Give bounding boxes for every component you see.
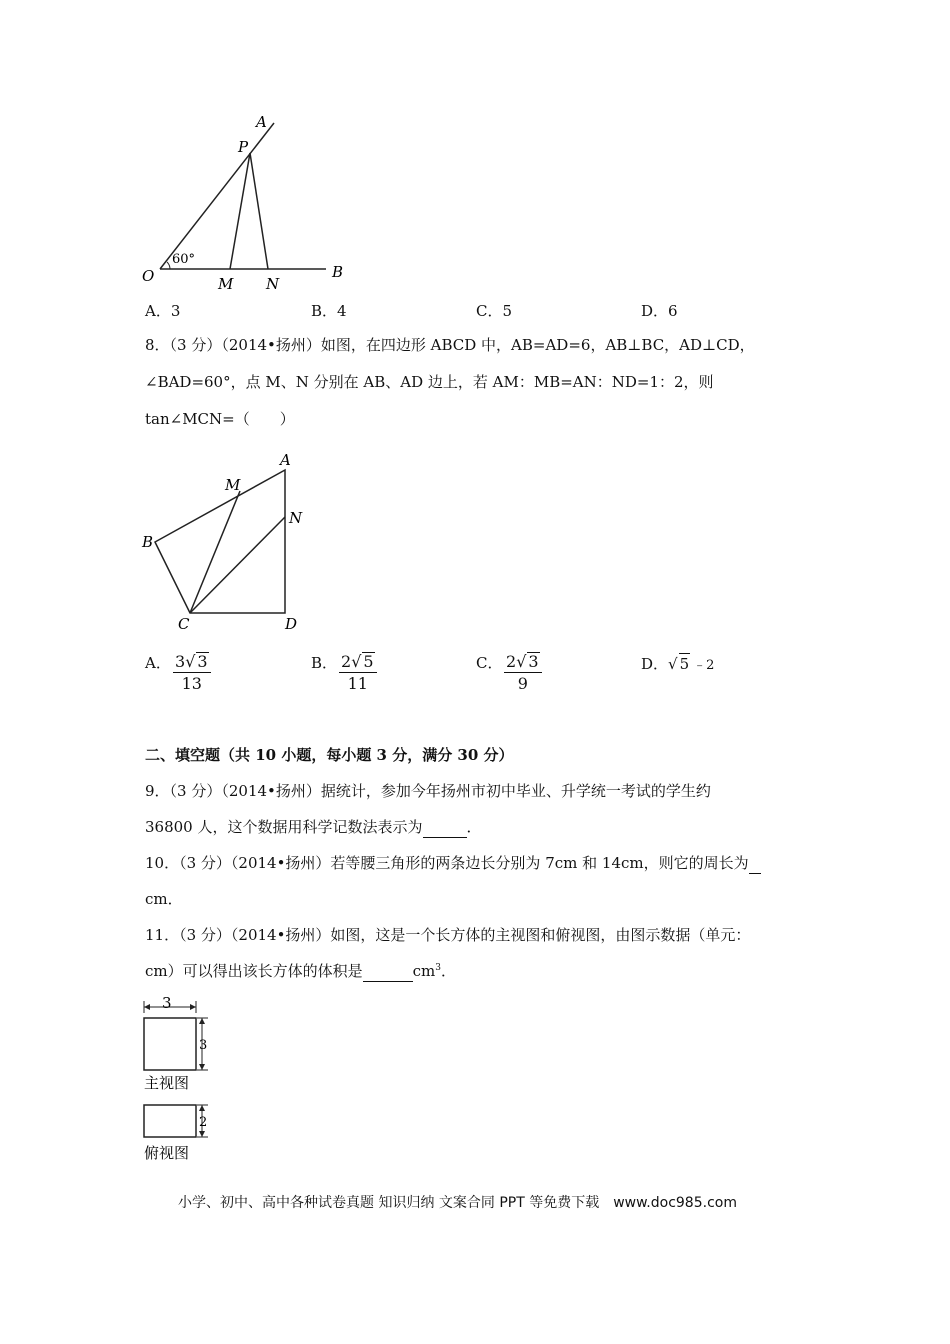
angle-label: 60° [172,252,196,267]
q8-option-d: D．√ 5 ﹣2 [641,655,715,673]
segment-cn [190,517,285,613]
q8-option-b-fraction: $\frac{2√ 5}{11}$ [339,652,377,693]
q7-option-b: B．4 [311,302,347,320]
q11-figure [138,996,238,1168]
q11-answer-blank[interactable] [363,961,413,982]
q8-option-c-letter: C． [476,654,503,672]
q8-option-a-fraction: $\frac{3√ 3}{13}$ [173,652,211,693]
q11-text-line1: 11．（3 分）（2014•扬州）如图，这是一个长方体的主视图和俯视图，由图示数据（单元： [145,926,751,944]
q7-option-d: D．6 [641,302,678,320]
front-height-label: 3 [199,1038,208,1053]
section-title-fill-in: 二、填空题（共 10 小题，每小题 3 分，满分 30 分） [145,746,514,764]
q8-text-line3: tan∠MCN=（ ） [145,410,295,428]
label-p: P [238,138,249,156]
q7-figure [130,105,370,295]
top-view-caption: 俯视图 [144,1144,190,1162]
label-b: B [332,263,344,281]
label-a: A [256,113,267,131]
q11-text-line2: cm）可以得出该长方体的体积是 $cm^3$． [145,962,457,980]
front-view-caption: 主视图 [144,1074,190,1092]
label-m: M [225,476,241,494]
q8-text-line2: ∠BAD=60°，点 M、N 分别在 AB、AD 边上，若 AM：MB=AN：ND=1：2，则 [145,373,714,391]
segment-pn [250,153,268,269]
label-a: A [280,451,291,469]
q10-answer-blank[interactable] [749,853,761,874]
label-c: C [178,615,190,633]
q9-text-line1: 9．（3 分）（2014•扬州）据统计，参加今年扬州市初中毕业、升学统一考试的学生约 [145,782,711,800]
q7-option-a: A．3 [145,302,181,320]
q10-text-line2: cm． [145,890,183,908]
label-n: N [266,275,280,293]
page-footer: 小学、初中、高中各种试卷真题 知识归纳 文案合同 PPT 等免费下载 www.doc985.com [178,1195,737,1211]
front-view-rectangle [144,1018,196,1070]
q9-text-line2: 36800 人，这个数据用科学记数法表示为 ． [145,818,482,836]
angle-arc [167,262,170,269]
label-n: N [289,509,303,527]
q10-text-line1: 10．（3 分）（2014•扬州）若等腰三角形的两条边长分别为 7cm 和 14cm，则它的周长为 [145,853,761,874]
q8-text-line1: 8．（3 分）（2014•扬州）如图，在四边形 ABCD 中，AB=AD=6，AB⊥BC，AD⊥CD， [145,336,755,354]
front-width-label: 3 [162,996,172,1012]
top-height-label: 2 [199,1115,208,1130]
q8-option-c-fraction: $\frac{2√ 3}{9}$ [504,652,542,693]
label-m: M [218,275,234,293]
segment-pm [230,153,250,269]
top-view-rectangle [144,1105,196,1137]
label-d: D [285,615,298,633]
q9-answer-blank[interactable] [423,817,467,838]
q8-option-b-letter: B． [311,654,338,672]
label-b: B [142,533,154,551]
q8-option-a-letter: A． [145,654,171,672]
q7-option-c: C．5 [476,302,513,320]
q8-figure [130,445,330,635]
label-o: O [142,267,155,285]
